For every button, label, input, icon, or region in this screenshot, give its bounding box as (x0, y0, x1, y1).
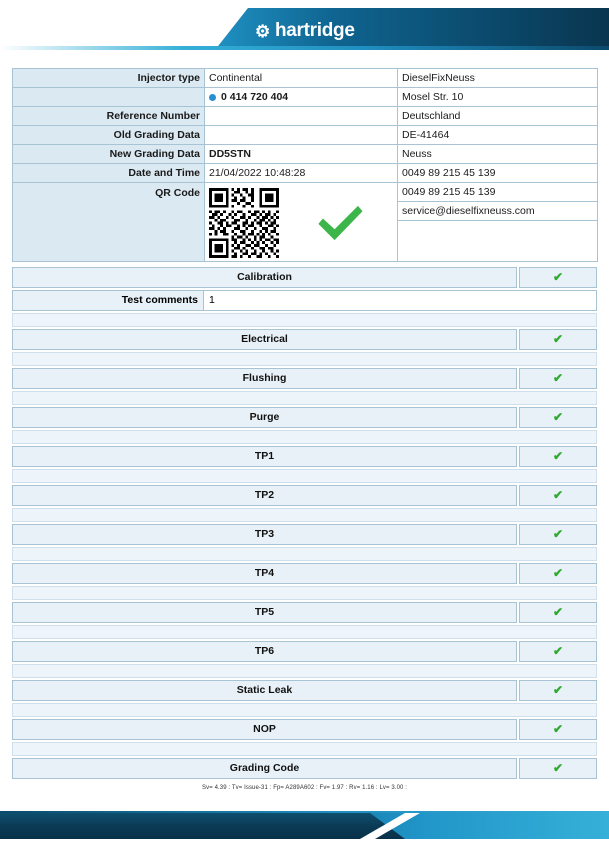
status-badge-pass: ✔ (519, 446, 597, 467)
customer-street: Mosel Str. 10 (398, 88, 598, 107)
qr-code-icon (209, 188, 279, 258)
table-row (13, 88, 598, 107)
test-name: Calibration (12, 267, 517, 288)
brand-logo (255, 20, 355, 42)
status-badge-pass: ✔ (519, 680, 597, 701)
section-spacer (12, 469, 597, 483)
test-row-tp2 (12, 485, 597, 506)
software-version-note: Sv= 4.39 : Tv= Issue-31 : Fp= A289A602 : Fv= 1.97 : Rv= 1.16 : Lv= 3.00 : (202, 785, 407, 791)
test-comments-label: Test comments (12, 290, 204, 311)
bullet-icon (209, 94, 216, 101)
status-badge-pass: ✔ (519, 329, 597, 350)
test-name: Grading Code (12, 758, 517, 779)
row-value-date-time: 21/04/2022 10:48:28 (205, 164, 398, 183)
row-value-new-grading-data: DD5STN (205, 145, 398, 164)
status-badge-pass: ✔ (519, 485, 597, 506)
customer-phone-1: 0049 89 215 45 139 (398, 164, 598, 183)
test-name: TP1 (12, 446, 517, 467)
section-spacer (12, 664, 597, 678)
row-value-reference-number (205, 107, 398, 126)
injector-info-table (12, 68, 598, 262)
table-row (13, 164, 598, 183)
status-badge-pass: ✔ (519, 602, 597, 623)
qr-code-cell (205, 183, 398, 262)
test-name: TP6 (12, 641, 517, 662)
section-spacer (12, 352, 597, 366)
customer-name: DieselFixNeuss (398, 69, 598, 88)
row-value-part-number (205, 88, 398, 107)
table-row (13, 107, 598, 126)
test-row-electrical (12, 329, 597, 350)
row-label-part-number (13, 88, 205, 107)
test-comments-value: 1 (204, 290, 597, 311)
row-label-reference-number: Reference Number (13, 107, 205, 126)
test-name: TP2 (12, 485, 517, 506)
section-spacer (12, 391, 597, 405)
section-spacer (12, 742, 597, 756)
customer-phone-2: 0049 89 215 45 139 (398, 183, 597, 202)
section-spacer (12, 547, 597, 561)
test-results-list (12, 267, 597, 779)
page-header (0, 0, 609, 58)
status-badge-pass: ✔ (519, 407, 597, 428)
row-label-old-grading-data: Old Grading Data (13, 126, 205, 145)
test-row-tp4 (12, 563, 597, 584)
row-label-new-grading-data: New Grading Data (13, 145, 205, 164)
table-row (13, 145, 598, 164)
test-row-calibration (12, 267, 597, 288)
page-footer (0, 805, 609, 849)
test-row-tp3 (12, 524, 597, 545)
status-badge-pass: ✔ (519, 267, 597, 288)
customer-contact-block (398, 183, 598, 262)
row-value-old-grading-data (205, 126, 398, 145)
test-comments-row (12, 290, 597, 311)
brand-name: hartridge (274, 20, 355, 41)
test-name: Flushing (12, 368, 517, 389)
section-spacer (12, 586, 597, 600)
section-spacer (12, 430, 597, 444)
section-spacer (12, 625, 597, 639)
test-name: NOP (12, 719, 517, 740)
gear-icon: ⚙ (255, 21, 270, 41)
test-name: TP3 (12, 524, 517, 545)
test-name: Static Leak (12, 680, 517, 701)
customer-city: Neuss (398, 145, 598, 164)
status-badge-pass: ✔ (519, 641, 597, 662)
test-row-tp5 (12, 602, 597, 623)
row-value-injector-type: Continental (205, 69, 398, 88)
green-check-icon (313, 200, 367, 246)
test-name: Electrical (12, 329, 517, 350)
header-accent-line (0, 46, 609, 50)
part-number-text: 0 414 720 404 (221, 91, 289, 103)
section-spacer (12, 703, 597, 717)
test-name: TP4 (12, 563, 517, 584)
status-badge-pass: ✔ (519, 563, 597, 584)
table-row (13, 126, 598, 145)
status-badge-pass: ✔ (519, 758, 597, 779)
test-row-flushing (12, 368, 597, 389)
test-row-tp1 (12, 446, 597, 467)
test-row-tp6 (12, 641, 597, 662)
test-row-purge (12, 407, 597, 428)
status-badge-pass: ✔ (519, 719, 597, 740)
table-row (13, 183, 598, 262)
section-spacer (12, 508, 597, 522)
status-badge-pass: ✔ (519, 524, 597, 545)
test-row-grading-code (12, 758, 597, 779)
test-name: TP5 (12, 602, 517, 623)
customer-blank-area (398, 221, 597, 259)
customer-email: service@dieselfixneuss.com (398, 202, 597, 221)
row-label-injector-type: Injector type (13, 69, 205, 88)
row-label-date-time: Date and Time (13, 164, 205, 183)
table-row (13, 69, 598, 88)
customer-postcode: DE-41464 (398, 126, 598, 145)
report-body (0, 58, 609, 791)
status-badge-pass: ✔ (519, 368, 597, 389)
section-spacer (12, 313, 597, 327)
customer-country: Deutschland (398, 107, 598, 126)
test-row-static-leak (12, 680, 597, 701)
test-name: Purge (12, 407, 517, 428)
test-row-nop (12, 719, 597, 740)
row-label-qr-code: QR Code (13, 183, 205, 262)
